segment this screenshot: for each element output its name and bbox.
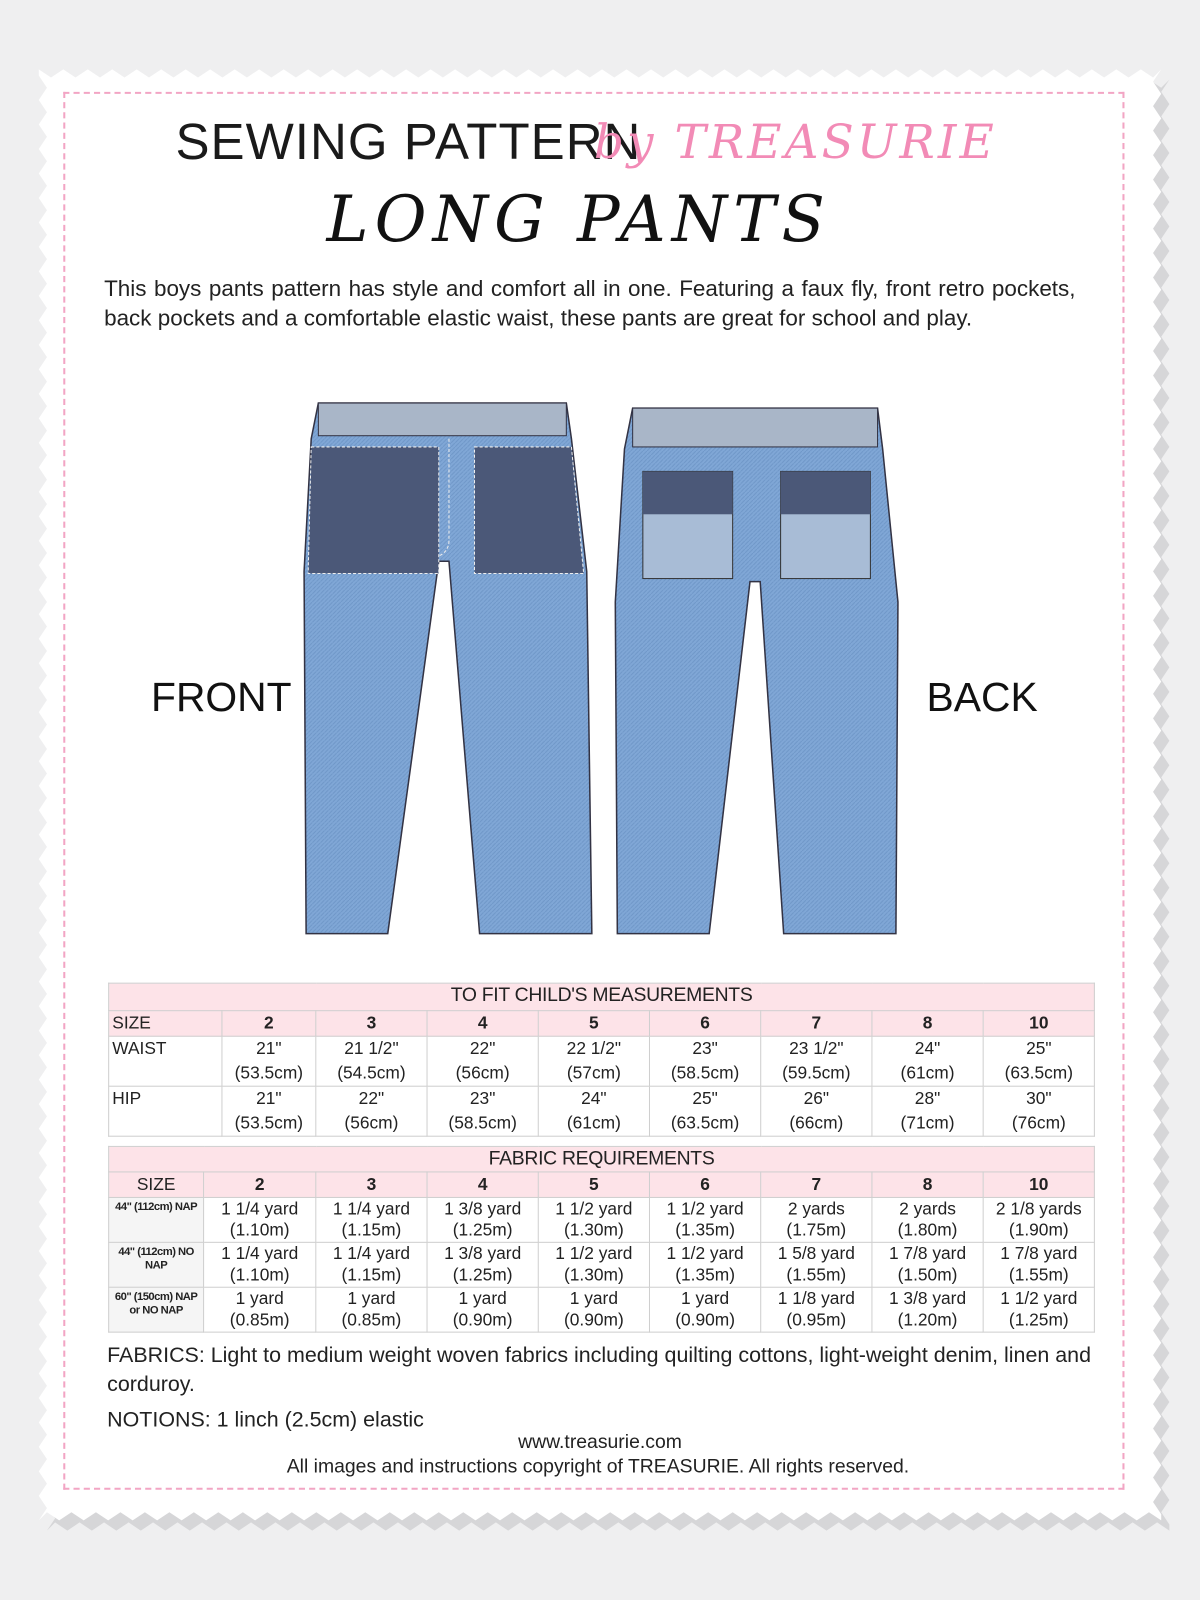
cm-value: (57cm) — [566, 1063, 621, 1083]
cm-value: (53.5cm) — [234, 1113, 304, 1133]
meters-value: (0.95m) — [786, 1310, 847, 1330]
fabric-cell — [427, 1287, 538, 1332]
fabric-cell — [983, 1287, 1094, 1332]
meters-value: (0.90m) — [563, 1310, 624, 1330]
size-header: 5 — [538, 1172, 649, 1198]
fabric-cell — [983, 1197, 1094, 1242]
notions-note: NOTIONS: 1 linch (2.5cm) elastic — [107, 1408, 424, 1432]
yardage-value: 1 1/4 yard — [332, 1243, 410, 1264]
fabrics-note: FABRICS: Light to medium weight woven fabrics including quilting cottons, light-weight denim, linen and corduroy. — [107, 1343, 1091, 1396]
inches-value: 25" — [692, 1088, 718, 1109]
inches-value: 22 1/2" — [566, 1038, 622, 1059]
measurement-cell — [316, 1086, 427, 1136]
size-header: 3 — [316, 1172, 427, 1198]
cm-value: (63.5cm) — [1004, 1063, 1074, 1083]
measurement-cell — [222, 1086, 316, 1136]
size-header: 8 — [872, 1011, 983, 1037]
meters-value: (1.25m) — [1008, 1310, 1069, 1330]
website-link[interactable]: www.treasurie.com — [518, 1431, 682, 1454]
yardage-value: 1 1/4 yard — [221, 1243, 299, 1264]
yardage-value: 1 1/4 yard — [332, 1198, 410, 1219]
table-row — [109, 1242, 1095, 1287]
measurement-cell — [761, 1036, 872, 1086]
fabric-cell — [316, 1197, 427, 1242]
cm-value: (76cm) — [1011, 1113, 1066, 1133]
description: This boys pants pattern has style and comfort all in one. Featuring a faux fly, front retro pockets, back pockets and a comfortable elastic waist, these pants are great for school and play. — [104, 275, 1076, 331]
inches-value: 24" — [914, 1038, 941, 1059]
inches-value: 21" — [256, 1088, 282, 1109]
yardage-value: 1 3/8 yard — [444, 1243, 522, 1264]
table-row — [109, 1086, 1095, 1136]
brand-name: by TREASURIE — [593, 114, 997, 170]
size-header: 4 — [427, 1011, 538, 1037]
measurement-cell — [427, 1036, 538, 1086]
yardage-value: 2 yards — [899, 1198, 956, 1219]
yardage-value: 1 yard — [235, 1288, 284, 1309]
front-label: FRONT — [151, 675, 292, 721]
size-header: 8 — [872, 1172, 983, 1198]
row-label: 44" (112cm) NO NAP — [109, 1242, 204, 1287]
size-header: 10 — [983, 1011, 1094, 1037]
meters-value: (1.30m) — [563, 1265, 624, 1285]
inches-value: 22" — [469, 1038, 496, 1059]
cm-value: (63.5cm) — [670, 1113, 740, 1133]
yardage-value: 1 1/8 yard — [777, 1288, 855, 1309]
meters-value: (1.10m) — [229, 1220, 290, 1240]
back-waistband — [633, 408, 878, 447]
size-label: SIZE — [109, 1011, 222, 1037]
meters-value: (0.90m) — [675, 1310, 735, 1330]
yardage-value: 1 3/8 yard — [888, 1288, 967, 1309]
measurement-cell — [983, 1086, 1094, 1136]
size-header: 7 — [761, 1011, 872, 1037]
inches-value: 23" — [469, 1088, 496, 1109]
yardage-value: 1 7/8 yard — [888, 1243, 967, 1264]
fabric-cell — [983, 1242, 1094, 1287]
cm-value: (61cm) — [566, 1113, 621, 1133]
fabric-cell — [649, 1287, 760, 1332]
inches-value: 24" — [581, 1088, 607, 1109]
cm-value: (58.5cm) — [670, 1063, 740, 1083]
table-row — [109, 1287, 1095, 1332]
meters-value: (1.25m) — [452, 1220, 513, 1240]
cm-value: (56cm) — [455, 1063, 510, 1083]
yardage-value: 1 1/2 yard — [555, 1243, 633, 1264]
inches-value: 23 1/2" — [789, 1038, 844, 1059]
row-label: WAIST — [109, 1036, 222, 1086]
meters-value: (1.90m) — [1008, 1220, 1069, 1240]
meters-value: (1.25m) — [452, 1265, 513, 1285]
measurement-cell — [538, 1036, 649, 1086]
fabric-requirements-table — [108, 1146, 1095, 1333]
fabric-cell — [316, 1287, 427, 1332]
fabric-cell — [538, 1242, 649, 1287]
meters-value: (1.10m) — [229, 1265, 290, 1285]
meters-value: (1.15m) — [341, 1265, 402, 1285]
inches-value: 21 1/2" — [344, 1038, 399, 1059]
fabric-cell — [538, 1287, 649, 1332]
size-header: 5 — [538, 1011, 649, 1037]
fabric-cell — [427, 1242, 538, 1287]
fabric-cell — [427, 1197, 538, 1242]
measurement-cell — [983, 1036, 1094, 1086]
inches-value: 26" — [803, 1088, 830, 1109]
fabric-cell — [649, 1242, 760, 1287]
table-row — [109, 1197, 1095, 1242]
fabric-cell — [761, 1197, 872, 1242]
cm-value: (53.5cm) — [234, 1063, 304, 1083]
measurement-cell — [649, 1086, 760, 1136]
cm-value: (59.5cm) — [782, 1063, 851, 1083]
measurements-title: TO FIT CHILD'S MEASUREMENTS — [109, 983, 1095, 1011]
meters-value: (1.20m) — [897, 1310, 958, 1330]
cm-value: (58.5cm) — [448, 1113, 517, 1133]
yardage-value: 1 1/2 yard — [555, 1198, 633, 1219]
meters-value: (0.90m) — [452, 1310, 513, 1330]
fabric-cell — [872, 1242, 983, 1287]
row-label: HIP — [109, 1086, 222, 1136]
meters-value: (1.30m) — [563, 1220, 624, 1240]
yardage-value: 1 yard — [569, 1288, 618, 1309]
meters-value: (0.85m) — [341, 1310, 402, 1330]
fabric-cell — [316, 1242, 427, 1287]
meters-value: (1.50m) — [897, 1265, 958, 1285]
fabric-cell — [872, 1197, 983, 1242]
inches-value: 22" — [358, 1088, 385, 1109]
measurement-cell — [316, 1036, 427, 1086]
yardage-value: 1 3/8 yard — [444, 1198, 522, 1219]
size-label: SIZE — [109, 1172, 204, 1198]
yardage-value: 1 5/8 yard — [777, 1243, 855, 1264]
cm-value: (61cm) — [900, 1063, 955, 1083]
yardage-value: 2 yards — [787, 1198, 845, 1219]
inches-value: 28" — [914, 1088, 941, 1109]
row-label: 60" (150cm) NAP or NO NAP — [109, 1287, 204, 1332]
meters-value: (1.55m) — [786, 1265, 847, 1285]
measurement-cell — [761, 1086, 872, 1136]
cm-value: (66cm) — [789, 1113, 844, 1133]
measurement-cell — [872, 1086, 983, 1136]
size-header: 7 — [761, 1172, 872, 1198]
yardage-value: 2 1/8 yards — [995, 1198, 1082, 1219]
inches-value: 21" — [256, 1038, 282, 1059]
yardage-value: 1 1/2 yard — [666, 1198, 744, 1219]
yardage-value: 1 yard — [458, 1288, 507, 1309]
pants-illustration — [296, 398, 908, 944]
meters-value: (1.35m) — [675, 1220, 735, 1240]
measurement-cell — [222, 1036, 316, 1086]
meters-value: (1.55m) — [1008, 1265, 1069, 1285]
inches-value: 23" — [692, 1038, 718, 1059]
fabric-cell — [538, 1197, 649, 1242]
back-pants — [615, 408, 898, 934]
fabric-cell — [204, 1242, 316, 1287]
yardage-value: 1 yard — [680, 1288, 730, 1309]
fabric-cell — [872, 1287, 983, 1332]
meters-value: (1.35m) — [675, 1265, 735, 1285]
front-left-pocket — [308, 447, 439, 574]
measurements-table — [108, 983, 1095, 1137]
fabric-cell — [204, 1287, 316, 1332]
fabric-cell — [204, 1197, 316, 1242]
cm-value: (56cm) — [344, 1113, 399, 1133]
measurement-cell — [872, 1036, 983, 1086]
size-header: 2 — [222, 1011, 316, 1037]
fabric-cell — [761, 1242, 872, 1287]
title: SEWING PATTERN — [175, 113, 642, 171]
copyright: All images and instructions copyright of TREASURIE. All rights reserved. — [286, 1456, 910, 1478]
fabric-cell — [761, 1287, 872, 1332]
back-label: BACK — [926, 675, 1038, 721]
yardage-value: 1 1/4 yard — [221, 1198, 299, 1219]
fabric-title: FABRIC REQUIREMENTS — [109, 1146, 1095, 1172]
meters-value: (0.85m) — [229, 1310, 290, 1330]
pattern-name: LONG PANTS — [326, 181, 831, 257]
size-header: 10 — [983, 1172, 1094, 1198]
size-header: 4 — [427, 1172, 538, 1198]
cm-value: (54.5cm) — [337, 1063, 406, 1083]
cm-value: (71cm) — [900, 1113, 955, 1133]
inches-value: 25" — [1026, 1038, 1052, 1059]
yardage-value: 1 yard — [347, 1288, 396, 1309]
yardage-value: 1 1/2 yard — [1000, 1288, 1078, 1309]
yardage-value: 1 7/8 yard — [1000, 1243, 1078, 1264]
size-header: 3 — [316, 1011, 427, 1037]
front-pants — [304, 403, 592, 934]
size-header: 6 — [649, 1172, 760, 1198]
fabric-cell — [649, 1197, 760, 1242]
yardage-value: 1 1/2 yard — [666, 1243, 744, 1264]
meters-value: (1.80m) — [897, 1220, 958, 1240]
meters-value: (1.15m) — [341, 1220, 402, 1240]
size-header: 6 — [649, 1011, 760, 1037]
row-label: 44" (112cm) NAP — [109, 1197, 204, 1242]
table-row — [109, 1036, 1095, 1086]
measurement-cell — [427, 1086, 538, 1136]
size-header: 2 — [204, 1172, 316, 1198]
front-waistband — [318, 403, 566, 436]
measurement-cell — [649, 1036, 760, 1086]
measurement-cell — [538, 1086, 649, 1136]
inches-value: 30" — [1026, 1088, 1052, 1109]
front-right-pocket — [474, 447, 583, 574]
meters-value: (1.75m) — [786, 1220, 847, 1240]
